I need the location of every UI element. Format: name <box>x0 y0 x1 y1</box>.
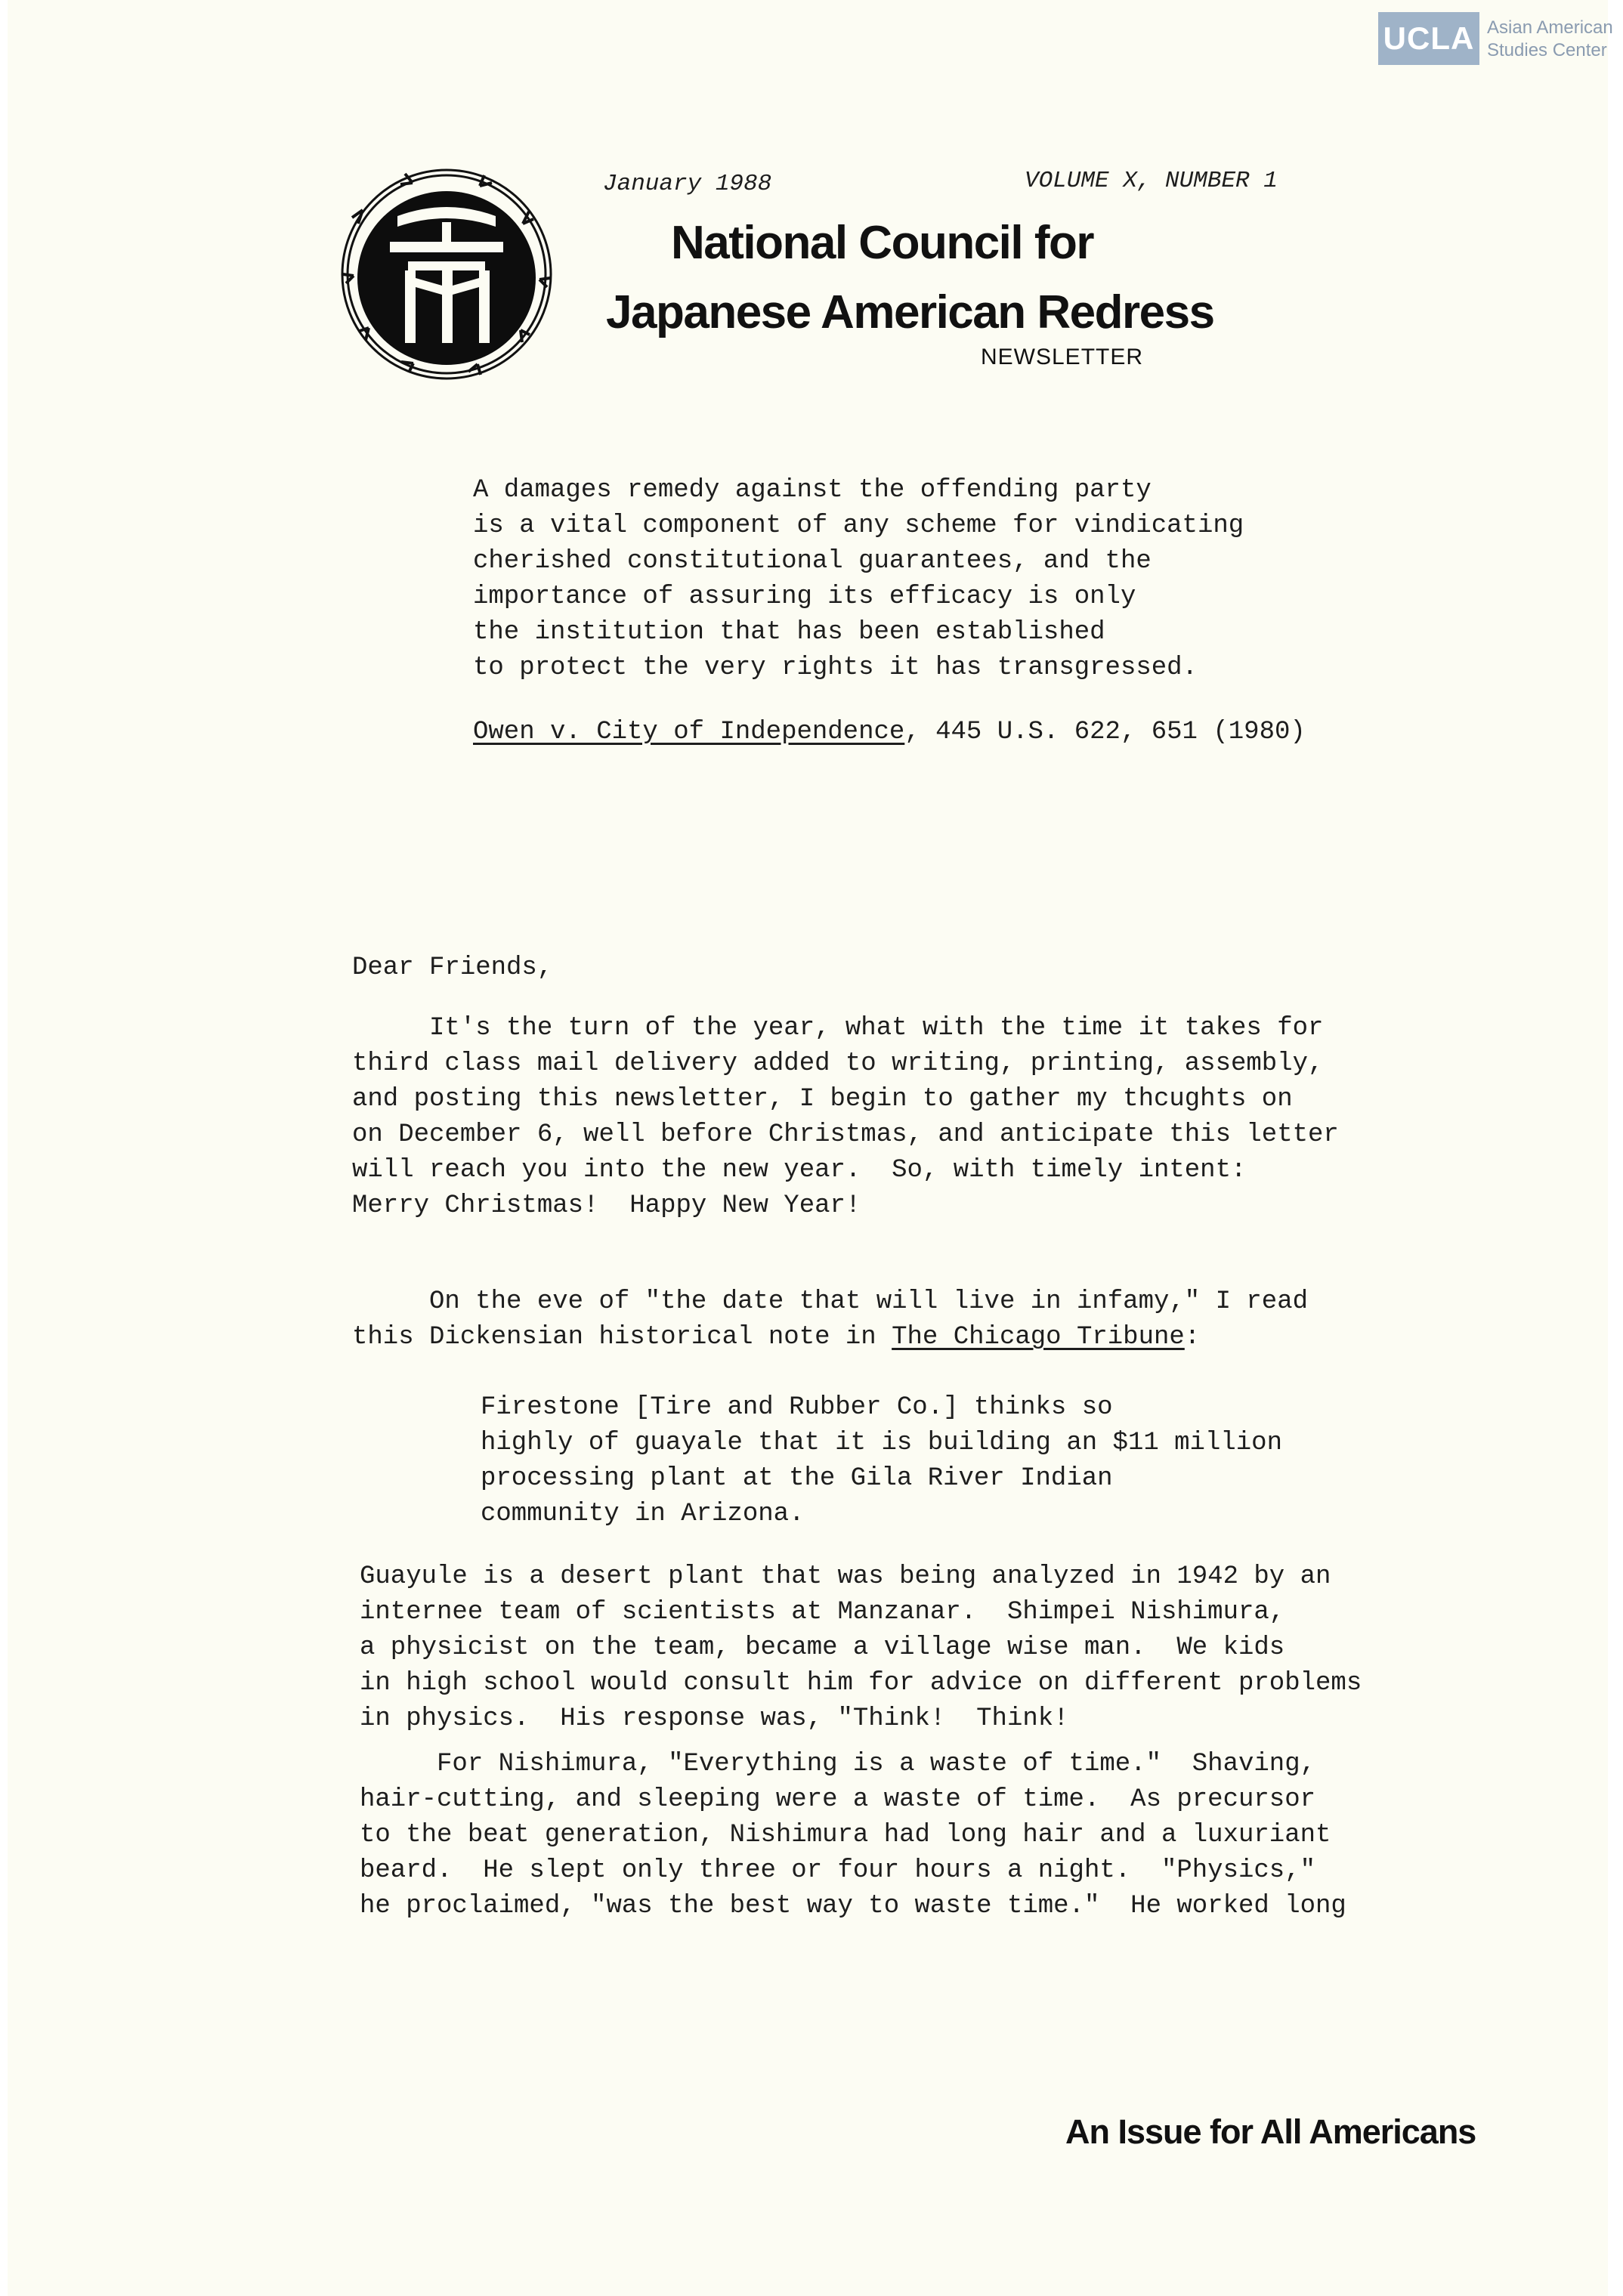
ncjar-barbed-wire-logo-icon <box>337 165 556 384</box>
salutation: Dear Friends, <box>352 953 553 982</box>
paragraph-text-end: : <box>1184 1323 1201 1352</box>
paragraph-guayule: Guayule is a desert plant that was being analyzed in 1942 by an internee team of scientists at Manzanar. Shimpei Nishimura, a physicist on the team, became a village wise man. We kids in high school would consult him for advice on different problems in physics. His response was, "Think! Think! <box>360 1562 1362 1733</box>
epigraph-citation <box>473 715 1306 750</box>
tribune-quote: Firestone [Tire and Rubber Co.] thinks so highly of guayale that it is building an $11 million processing plant at the Gila River Indian community in Arizona. <box>481 1393 1282 1528</box>
ucla-wordmark: UCLA <box>1383 20 1475 56</box>
newsletter-label: NEWSLETTER <box>981 345 1144 369</box>
newsletter-page <box>8 0 1613 2296</box>
epigraph-quote: A damages remedy against the offending party is a vital component of any scheme for vindicating cherished constitutional guarantees, and the importance of assuring its efficacy is only the institution that has been established to protect the very rights it has transgressed. <box>473 476 1244 682</box>
volume-number: VOLUME X, NUMBER 1 <box>1025 168 1278 194</box>
aasc-line2: Studies Center <box>1487 40 1607 60</box>
case-name: Owen v. City of Independence <box>473 718 905 746</box>
aasc-label <box>1487 17 1623 62</box>
citation-reference: , 445 U.S. 622, 651 (1980) <box>904 718 1306 746</box>
org-name-line1: National Council for <box>671 217 1093 269</box>
newspaper-title: The Chicago Tribune <box>892 1323 1185 1352</box>
footer-tagline: An Issue for All Americans <box>1065 2112 1476 2151</box>
paragraph-holiday-greeting: It's the turn of the year, what with the time it takes for third class mail delivery added to writing, printing, assembly, and posting this newsletter, I begin to gather my thcughts on on December 6, well before Christmas, and anticipate this letter will reach you into the new year. So, with timely intent: Merry Christmas! Happy New Year! <box>352 1014 1339 1220</box>
issue-date: January 1988 <box>603 171 772 197</box>
aasc-line1: Asian American <box>1487 17 1613 38</box>
paragraph-text: On the eve of "the date that will live in infamy," I read this Dickensian historical note in <box>352 1287 1309 1352</box>
paragraph-tribune-intro <box>352 1284 1308 1355</box>
paragraph-nishimura: For Nishimura, "Everything is a waste of time." Shaving, hair-cutting, and sleeping were a waste of time. As precursor to the beat generation, Nishimura had long hair and a luxuriant beard. He slept only three or four hours a night. "Physics," he proclaimed, "was the best way to waste time." He worked long <box>360 1750 1346 1921</box>
ucla-logo <box>1378 12 1479 65</box>
org-name-line2: Japanese American Redress <box>606 286 1214 338</box>
